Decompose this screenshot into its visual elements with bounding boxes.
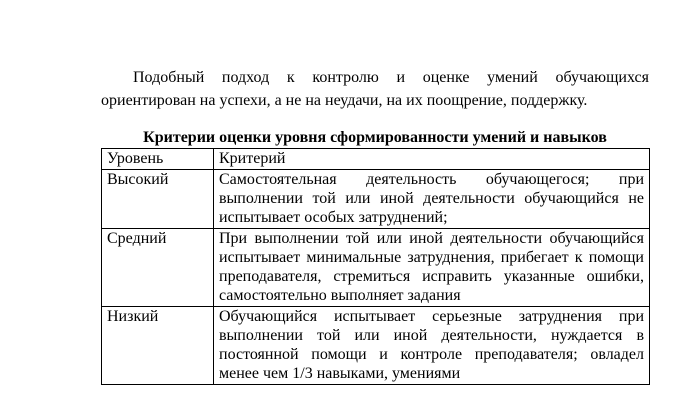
header-level-cell: Уровень <box>102 149 214 170</box>
level-cell: Средний <box>102 229 214 307</box>
table-title: Критерии оценки уровня сформированности умений и навыков <box>143 129 607 146</box>
table-header-row <box>102 149 650 170</box>
intro-paragraph: Подобный подход к контролю и оценке умений обучающихся ориентирован на успехи, а не на неудачи, на их поощрение, поддержку. <box>101 69 649 109</box>
table-row <box>102 307 650 385</box>
criteria-table <box>101 148 650 385</box>
criterion-cell: При выполнении той или иной деятельности обучающийся испытывает минимальные затруднения, прибегает к помощи преподавателя, стремиться исправить указанные ошибки, самостоятельно выполняет задания <box>214 229 650 307</box>
table-row <box>102 229 650 307</box>
header-criterion-cell: Критерий <box>214 149 650 170</box>
table-row <box>102 170 650 229</box>
criterion-cell: Обучающийся испытывает серьезные затруднения при выполнении той или иной деятельности, нуждается в постоянной помощи и контроле преподавателя; овладел менее чем 1/3 навыками, умениями <box>214 307 650 385</box>
level-cell: Высокий <box>102 170 214 229</box>
level-cell: Низкий <box>102 307 214 385</box>
criterion-cell: Самостоятельная деятельность обучающегося; при выполнении той или иной деятельности обучающийся не испытывает особых затруднений; <box>214 170 650 229</box>
